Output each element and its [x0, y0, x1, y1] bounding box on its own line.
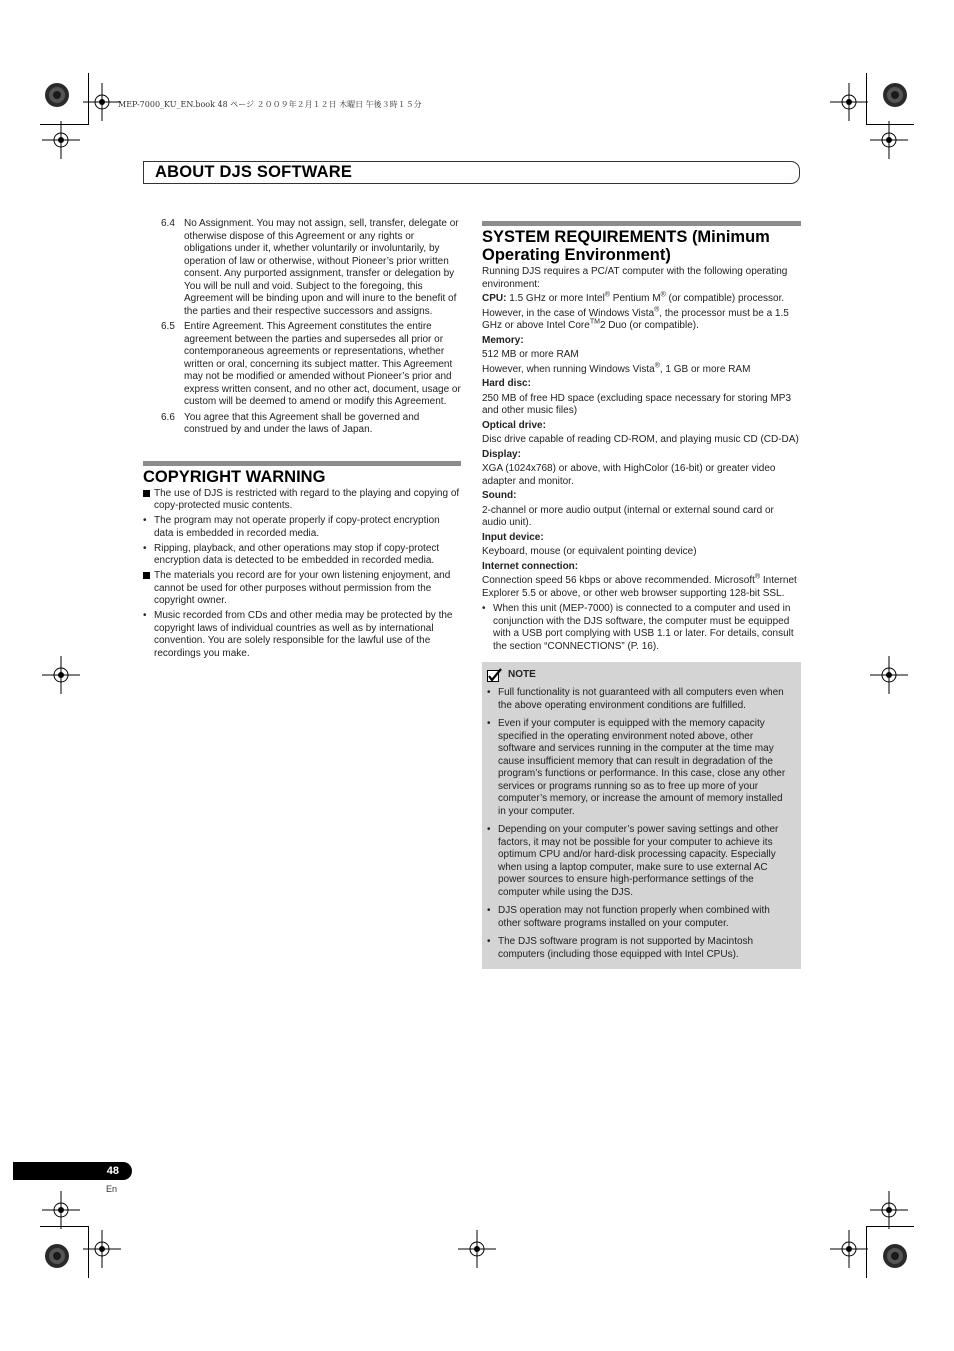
bullet-icon: •: [487, 824, 491, 835]
clause-number: 6.4: [161, 218, 175, 229]
cpu-requirement: CPU: 1.5 GHz or more Intel® Pentium M® (or compatible) processor.: [482, 291, 785, 304]
internet-label: Internet connection:: [482, 560, 579, 572]
memory-label: Memory:: [482, 334, 524, 346]
system-requirements-heading: SYSTEM REQUIREMENTS (Minimum Operating Environment): [482, 228, 770, 264]
chapter-banner: [143, 161, 800, 184]
bullet-icon: •: [143, 610, 147, 621]
registration-mark-icon: [830, 1230, 868, 1268]
internet-text: Connection speed 56 kbps or above recommended. Microsoft® Internet Explorer 5.5 or above, or other web browser supporting 128-bit SSL.: [482, 573, 797, 599]
note-item: • Full functionality is not guaranteed with all computers even when the above operating environment conditions are fulfilled.: [487, 687, 784, 711]
note-item: • Even if your computer is equipped with the memory capacity specified in the operating environment noted above, other software and services running in the computer at the time may cause insufficient memory that can result in degradation of the program’s functions or performance. In this case, close any other services or programs running so as to free up more of your computer’s memory, or increase the amount of memory installed in your computer.: [487, 718, 786, 817]
checkmark-icon: [487, 668, 503, 683]
clause-text: You agree that this Agreement shall be governed and construed by and under the laws of Japan.: [184, 411, 420, 435]
section-divider: [143, 461, 461, 466]
language-code: En: [106, 1184, 118, 1194]
left-column: [143, 218, 461, 663]
section-divider: [482, 221, 801, 226]
registration-mark-icon: [870, 656, 908, 694]
display-text: XGA (1024x768) or above, with HighColor (16-bit) or greater video adapter and monitor.: [482, 463, 776, 487]
hard-disc-text: 250 MB of free HD space (excluding space necessary for storing MP3 and other music files): [482, 392, 792, 416]
input-device-label: Input device:: [482, 531, 544, 543]
copyright-heading: COPYRIGHT WARNING: [143, 467, 326, 486]
bullet-icon: •: [487, 905, 491, 916]
chapter-title: ABOUT DJS SOFTWARE: [155, 163, 353, 181]
registration-mark-icon: [870, 121, 908, 159]
color-target-icon: [882, 82, 908, 108]
numbered-clause: [143, 412, 461, 437]
note-item: • The DJS software program is not supported by Macintosh computers (including those equipped with Intel CPUs).: [487, 936, 754, 960]
optical-drive-text: Disc drive capable of reading CD-ROM, and playing music CD (CD-DA): [482, 434, 799, 445]
hard-disc-label: Hard disc:: [482, 378, 531, 389]
registration-mark-icon: [458, 1230, 496, 1268]
cpu-vista-note: However, in the case of Windows Vista®, the processor must be a 1.5 GHz or above Intel Core™2 Duo (or compatible).: [482, 306, 789, 331]
square-bullet-icon: [143, 490, 150, 497]
print-header-line: MEP-7000_KU_EN.book 48 ページ ２００９年２月１２日 木曜日 午後３時１５分: [118, 100, 422, 109]
registration-mark-icon: [83, 83, 121, 121]
note-item: • Depending on your computer’s power saving settings and other factors, it may not be possible for your computer to achieve its optimum CPU and/or hard-disk processing capacity. Especially when using a laptop computer, make sure to use external AC power sources to ensure high-performance settings of the computer while using the DJS.: [487, 824, 779, 898]
registration-mark-icon: [830, 83, 868, 121]
numbered-clause: [143, 218, 461, 318]
page-number: 48: [106, 1165, 119, 1177]
input-device-text: Keyboard, mouse (or equivalent pointing device): [482, 546, 697, 557]
color-target-icon: [44, 1243, 70, 1269]
note-box: [482, 662, 801, 969]
list-item: • The program may not operate properly if copy-protect encryption data is embedded in recorded media.: [143, 515, 440, 539]
color-target-icon: [882, 1243, 908, 1269]
page-number-badge: [13, 1162, 132, 1180]
list-item: • Ripping, playback, and other operations may stop if copy-protect encryption data is detected to be embedded in recorded media.: [143, 542, 440, 566]
square-bullet-icon: [143, 572, 150, 579]
clause-number: 6.5: [161, 321, 175, 332]
display-label: Display:: [482, 448, 521, 460]
intro-text: Running DJS requires a PC/AT computer with the following operating environment:: [482, 266, 788, 290]
bullet-icon: •: [143, 542, 147, 554]
sound-text: 2-channel or more audio output (internal or external sound card or audio unit).: [482, 504, 774, 528]
list-item: The materials you record are for your own listening enjoyment, and cannot be used for other purposes without permission from the copyright owner.: [143, 570, 461, 608]
registration-mark-icon: [870, 1191, 908, 1229]
right-column: [482, 221, 801, 969]
bullet-icon: •: [143, 515, 147, 526]
registration-mark-icon: [42, 1191, 80, 1229]
bullet-icon: •: [487, 936, 491, 947]
memory-text: 512 MB or more RAM: [482, 349, 579, 360]
registration-mark-icon: [83, 1230, 121, 1268]
clause-text: No Assignment. You may not assign, sell, transfer, delegate or otherwise dispose of this Agreement or any rights or obligations under it, whether voluntarily or involuntarily, by operation of law or otherwise, without Pioneer’s prior written consent. Any purported assignment, transfer or delegation by You will be null and void. Subject to the foregoing, this Agreement will be binding upon and will inure to the benefit of the parties and their respective successors and assigns.: [184, 218, 459, 317]
optical-drive-label: Optical drive:: [482, 419, 546, 431]
note-header: NOTE: [487, 668, 793, 683]
numbered-clause: [143, 321, 461, 409]
note-item: • DJS operation may not function properly when combined with other software programs installed on your computer.: [487, 905, 770, 929]
memory-vista-note: However, when running Windows Vista®, 1 GB or more RAM: [482, 362, 751, 375]
list-item: • When this unit (MEP-7000) is connected to a computer and used in conjunction with the DJS software, the computer must be equipped with a USB port complying with USB 1.1 or later. For details, consult the section “CONNECTIONS” (P. 16).: [482, 603, 794, 652]
bullet-icon: •: [487, 687, 491, 698]
bullet-icon: •: [482, 603, 486, 614]
clause-number: 6.6: [161, 411, 175, 423]
list-item: The use of DJS is restricted with regard to the playing and copying of copy-protected music contents.: [143, 488, 461, 513]
sound-label: Sound:: [482, 490, 517, 501]
list-item: • Music recorded from CDs and other media may be protected by the copyright laws of individual countries as well as by international convention. You are solely responsible for the lawful use of the recordings you make.: [143, 610, 453, 659]
bullet-icon: •: [487, 718, 491, 729]
color-target-icon: [44, 82, 70, 108]
registration-mark-icon: [42, 121, 80, 159]
clause-text: Entire Agreement. This Agreement constitutes the entire agreement between the parties and supersedes all prior or contemporaneous agreements or representations, whether written or oral, concerning its subject matter. This Agreement may not be modified or amended without Pioneer’s prior and express written consent, and no other act, document, usage or custom will be deemed to amend or modify this Agreement.: [184, 321, 461, 407]
registration-mark-icon: [42, 656, 80, 694]
